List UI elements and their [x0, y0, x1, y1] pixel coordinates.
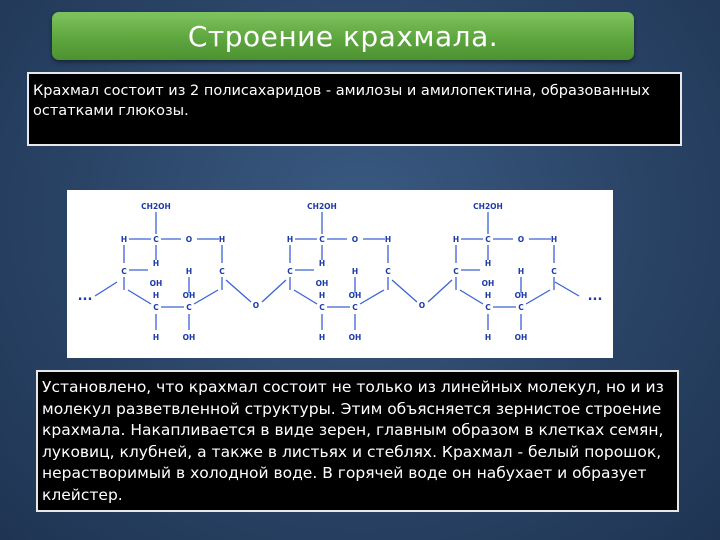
hydrogen-label: H — [517, 267, 525, 276]
hydrogen-label: H — [152, 259, 160, 268]
hydrogen-label: H — [384, 235, 392, 244]
bond-line — [526, 290, 550, 304]
intro-text: Крахмал состоит из 2 полисахаридов - амилозы и амилопектина, образованных остатками глюкозы. — [33, 83, 650, 119]
glycosidic-oxygen-label: O — [418, 301, 426, 310]
hydrogen-label: H — [351, 267, 359, 276]
carbon-label: C — [319, 303, 325, 312]
amylose-structure-diagram — [67, 190, 613, 358]
hydrogen-label: H — [452, 235, 460, 244]
carbon-label: C — [287, 267, 293, 276]
bond-line — [555, 282, 579, 296]
body-text-box — [36, 370, 679, 512]
bond-line — [392, 280, 417, 302]
hydrogen-label: H — [318, 259, 326, 268]
slide-title: Строение крахмала. — [187, 20, 499, 53]
ch2oh-label: CH2OH — [141, 202, 171, 211]
hydroxyl-label: OH — [315, 279, 329, 288]
bond-line — [95, 282, 117, 296]
title-bar — [52, 12, 634, 60]
carbon-label: C — [385, 267, 391, 276]
oxygen-label: O — [351, 235, 359, 244]
hydrogen-label: H — [152, 333, 160, 342]
chain-end-dots-left: ... — [77, 289, 93, 304]
bond-line — [262, 280, 286, 302]
carbon-label: C — [352, 303, 358, 312]
carbon-label: C — [485, 235, 491, 244]
hydrogen-label: H — [318, 291, 326, 300]
hydrogen-label: H — [286, 235, 294, 244]
carbon-label: C — [153, 303, 159, 312]
hydrogen-label: H — [484, 291, 492, 300]
oxygen-label: O — [517, 235, 525, 244]
hydrogen-label: H — [484, 333, 492, 342]
body-text: Установлено, что крахмал состоит не только из линейных молекул, но и из молекул разветвленной структуры. Этим объясняется зернистое строение крахмала. Накапливается в виде зерен, главным образом в клетках семян, луковиц, клубней, а также в листьях и стеблях. Крахмал - белый порошок, нерастворимый в холодной воде. В горячей воде он набухает и образует клейстер. — [42, 378, 664, 504]
glucose-chain-svg — [67, 190, 613, 358]
bond-line — [428, 280, 452, 302]
carbon-label: C — [453, 267, 459, 276]
carbon-label: C — [186, 303, 192, 312]
chain-end-dots-right: ... — [587, 289, 603, 304]
hydroxyl-label: OH — [182, 333, 196, 342]
hydrogen-label: H — [152, 291, 160, 300]
hydrogen-label: H — [550, 235, 558, 244]
carbon-label: C — [121, 267, 127, 276]
carbon-label: C — [319, 235, 325, 244]
carbon-label: C — [518, 303, 524, 312]
hydrogen-label: H — [185, 267, 193, 276]
carbon-label: C — [485, 303, 491, 312]
hydrogen-label: H — [484, 259, 492, 268]
bond-line — [194, 290, 218, 304]
bond-line — [294, 290, 317, 304]
hydroxyl-label: OH — [348, 291, 362, 300]
carbon-label: C — [219, 267, 225, 276]
ch2oh-label: CH2OH — [307, 202, 337, 211]
bond-line — [360, 290, 384, 304]
hydrogen-label: H — [218, 235, 226, 244]
hydroxyl-label: OH — [514, 291, 528, 300]
hydroxyl-label: OH — [182, 291, 196, 300]
oxygen-label: O — [185, 235, 193, 244]
hydroxyl-label: OH — [481, 279, 495, 288]
glycosidic-oxygen-label: O — [252, 301, 260, 310]
hydroxyl-label: OH — [348, 333, 362, 342]
hydrogen-label: H — [318, 333, 326, 342]
hydroxyl-label: OH — [149, 279, 163, 288]
bond-line — [128, 290, 151, 304]
ch2oh-label: CH2OH — [473, 202, 503, 211]
hydroxyl-label: OH — [514, 333, 528, 342]
bond-line — [226, 280, 251, 302]
carbon-label: C — [551, 267, 557, 276]
bond-line — [460, 290, 483, 304]
intro-text-box — [27, 72, 682, 146]
carbon-label: C — [153, 235, 159, 244]
hydrogen-label: H — [120, 235, 128, 244]
